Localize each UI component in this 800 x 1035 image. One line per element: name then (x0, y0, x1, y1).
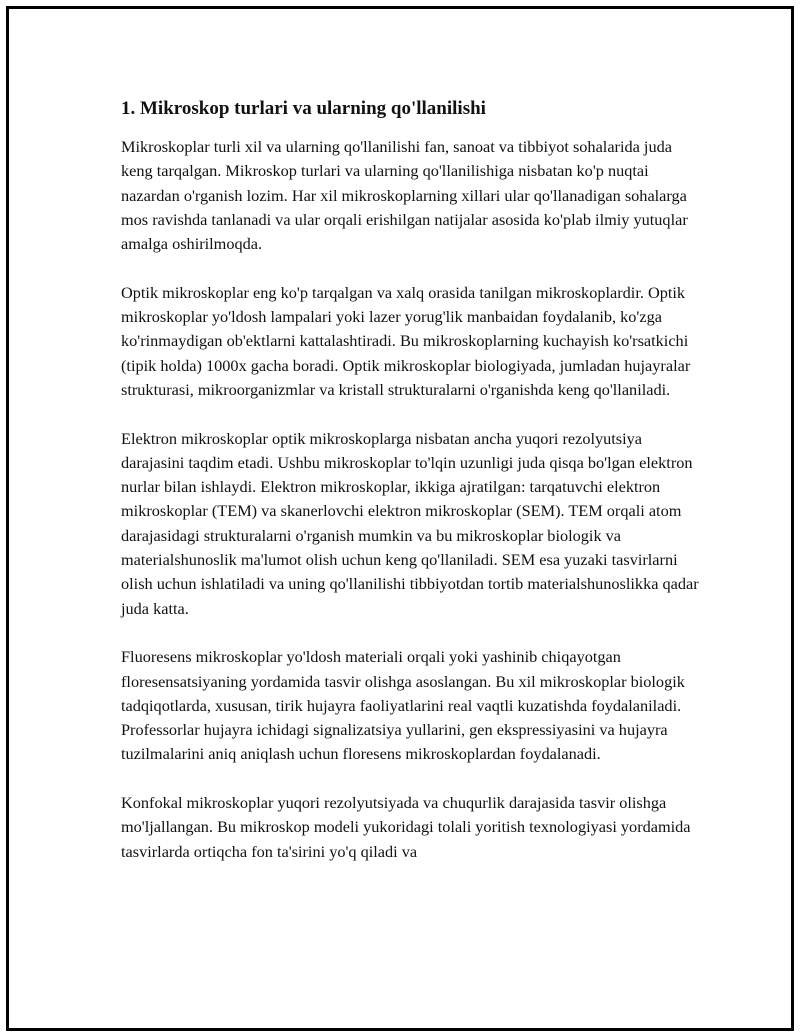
section-heading: 1. Mikroskop turlari va ularning qo'llanilishi (121, 98, 486, 119)
paragraph-fluorescence: Fluoresens mikroskoplar yo'ldosh materiali orqali yoki yashinib chiqayotgan floresensatsiyaning yordamida tasvir olishga asoslangan. Bu xil mikroskoplar biologik tadqiqotlarda, xususan, tirik hujayra faoliyatlarini real vaqtli kuzatishda foydalaniladi. Professorlar hujayra ichidagi signalizatsiya yullarini, gen ekspressiyasini va hujayra tuzilmalarini aniq aniqlash uchun floresens mikroskoplardan foydalanadi. (121, 647, 685, 764)
paragraph-optical: Optik mikroskoplar eng ko'p tarqalgan va xalq orasida tanilgan mikroskoplardir. Optik mikroskoplar yo'ldosh lampalari yoki lazer yorug'lik manbaidan foydalanib, ko'zga ko'rinmaydigan ob'ektlarni kattalashtiradi. Bu mikroskoplarning kuchayish ko'rsatkichi (tipik holda) 1000x gacha boradi. Optik mikroskoplar biologiyada, jumladan hujayralar strukturasi, mikroorganizmlar va kristall strukturalarni o'rganishda keng qo'llaniladi. (121, 282, 691, 399)
paragraph-confocal: Konfokal mikroskoplar yuqori rezolyutsiyada va chuqurlik darajasida tasvir olishga mo'ljallangan. Bu mikroskop modeli yukoridagi tolali yoritish texnologiyasi yordamida tasvirlarda ortiqcha fon ta'sirini yo'q qiladi va (121, 793, 691, 861)
paragraph-electron: Elektron mikroskoplar optik mikroskoplarga nisbatan ancha yuqori rezolyutsiya darajasini taqdim etadi. Ushbu mikroskoplar to'lqin uzunligi juda qisqa bo'lgan elektron nurlar bilan ishlaydi. Elektron mikroskoplar, ikkiga ajratilgan: tarqatuvchi elektron mikroskoplar (TEM) va skanerlovchi elektron mikroskoplar (SEM). TEM orqali atom darajasidagi strukturalarni o'rganish mumkin va bu mikroskoplar biologik va materialshunoslik ma'lumot olish uchun keng qo'llaniladi. SEM esa yuzaki tasvirlarni olish uchun ishlatiladi va uning qo'llanilishi tibbiyotdan tortib materialshunoslikka qadar juda katta. (121, 428, 699, 618)
page-frame (6, 6, 794, 1031)
document-body (121, 97, 701, 888)
paragraph-intro: Mikroskoplar turli xil va ularning qo'llanilishi fan, sanoat va tibbiyot sohalarida juda keng tarqalgan. Mikroskop turlari va ularning qo'llanilishiga nisbatan ko'p nuqtai nazardan o'rganish lozim. Har xil mikroskoplarning xillari ular qo'llanadigan sohalarga mos ravishda tanlanadi va ular orqali erishilgan natijalar asosida ko'plab ilmiy yutuqlar amalga oshirilmoqda. (121, 137, 688, 254)
